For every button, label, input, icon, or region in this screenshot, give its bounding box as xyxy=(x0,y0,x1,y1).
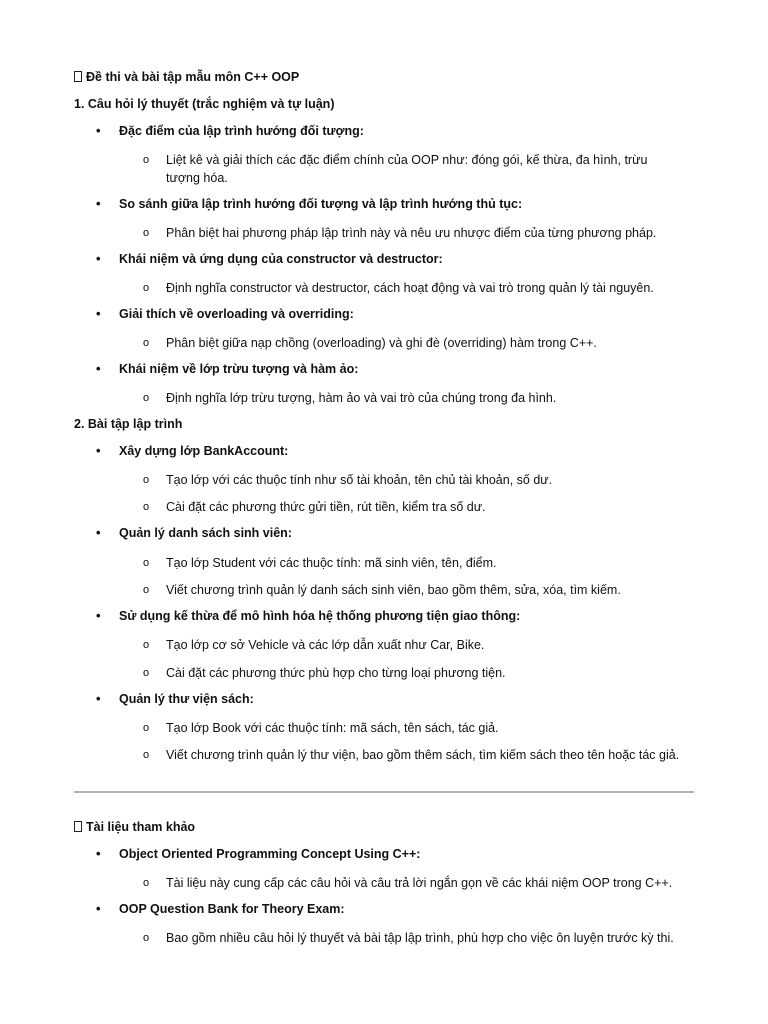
sub-item: o Bao gồm nhiều câu hỏi lý thuyết và bài tập lập trình, phù hợp cho việc ôn luyện trước kỳ thi. xyxy=(143,929,683,947)
bullet-item: • Giải thích về overloading và overriding: xyxy=(96,307,331,321)
bullet-item: • Khái niệm và ứng dụng của constructor và destructor: xyxy=(96,252,420,266)
sub-item: o Tài liệu này cung cấp các câu hỏi và câu trả lời ngắn gọn về các khái niệm OOP trong C++. xyxy=(143,874,683,892)
sub-item: o Viết chương trình quản lý danh sách sinh viên, bao gồm thêm, sửa, xóa, tìm kiếm. xyxy=(143,581,683,599)
bullet-item: • Sử dụng kế thừa để mô hình hóa hệ thống phương tiện giao thông: xyxy=(96,609,497,623)
sub-item: o Cài đặt các phương thức gửi tiền, rút tiền, kiểm tra số dư. xyxy=(143,498,683,516)
section-2-heading: 2. Bài tập lập trình xyxy=(74,417,183,431)
document-title: Đề thi và bài tập mẫu môn C++ OOP xyxy=(74,70,299,84)
section-1-heading: 1. Câu hỏi lý thuyết (trắc nghiệm và tự luận) xyxy=(74,97,335,111)
bullet-item: • Quản lý danh sách sinh viên: xyxy=(96,526,269,540)
sub-item: o Viết chương trình quản lý thư viện, bao gồm thêm sách, tìm kiếm sách theo tên hoặc tác giả. xyxy=(143,746,683,764)
sub-item: o Phân biệt giữa nạp chồng (overloading) và ghi đè (overriding) hàm trong C++. xyxy=(143,334,683,352)
missing-glyph-icon xyxy=(74,71,82,82)
bullet-item: • OOP Question Bank for Theory Exam: xyxy=(96,902,322,916)
bullet-item: • Xây dựng lớp BankAccount: xyxy=(96,444,265,458)
sub-item: o Tạo lớp Student với các thuộc tính: mã sinh viên, tên, điểm. xyxy=(143,554,683,572)
references-heading: Tài liệu tham khảo xyxy=(74,820,195,834)
bullet-item: • So sánh giữa lập trình hướng đối tượng và lập trình hướng thủ tục: xyxy=(96,197,499,211)
sub-item: o Cài đặt các phương thức phù hợp cho từng loại phương tiện. xyxy=(143,664,683,682)
sub-item: o Liệt kê và giải thích các đặc điểm chính của OOP như: đóng gói, kế thừa, đa hình, trừu tượng hóa. xyxy=(143,151,683,187)
sub-item: o Định nghĩa constructor và destructor, cách hoạt động và vai trò trong quản lý tài nguyên. xyxy=(143,279,683,297)
sub-item: o Phân biệt hai phương pháp lập trình này và nêu ưu nhược điểm của từng phương pháp. xyxy=(143,224,683,242)
bullet-item: • Khái niệm về lớp trừu tượng và hàm ảo: xyxy=(96,362,335,376)
sub-item: o Tạo lớp Book với các thuộc tính: mã sách, tên sách, tác giả. xyxy=(143,719,683,737)
bullet-item: • Object Oriented Programming Concept Using C++: xyxy=(96,847,397,861)
horizontal-divider xyxy=(74,791,694,793)
missing-glyph-icon xyxy=(74,821,82,832)
sub-item: o Tạo lớp với các thuộc tính như số tài khoản, tên chủ tài khoản, số dư. xyxy=(143,471,683,489)
sub-item: o Tạo lớp cơ sở Vehicle và các lớp dẫn xuất như Car, Bike. xyxy=(143,636,683,654)
bullet-item: • Đặc điểm của lập trình hướng đối tượng: xyxy=(96,124,341,138)
sub-item: o Định nghĩa lớp trừu tượng, hàm ảo và vai trò của chúng trong đa hình. xyxy=(143,389,683,407)
bullet-item: • Quản lý thư viện sách: xyxy=(96,692,231,706)
